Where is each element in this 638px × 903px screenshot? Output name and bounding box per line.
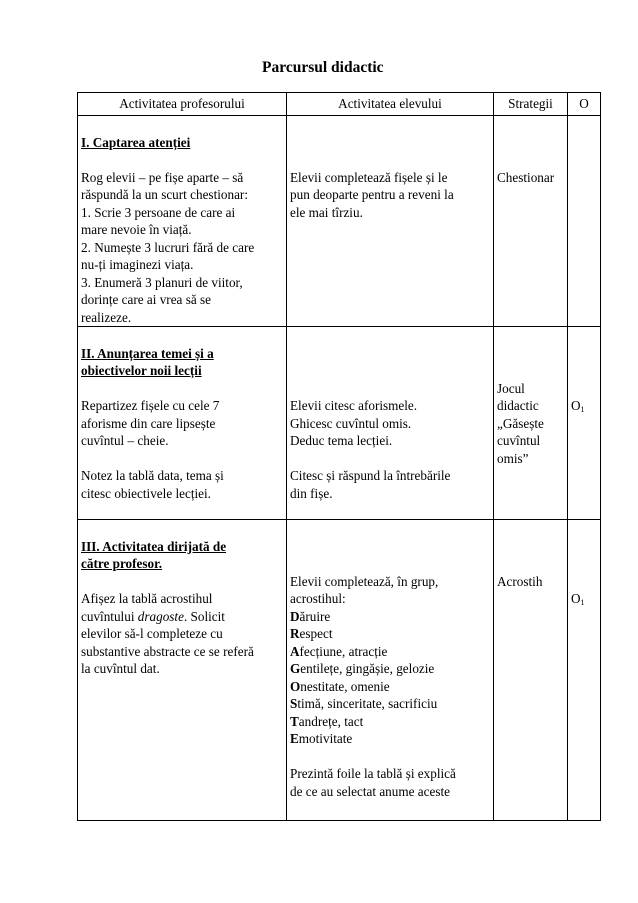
text-line: nu-ți imaginezi viața.: [81, 257, 194, 272]
acrostic-line: [290, 695, 490, 713]
text-line: Citesc și răspund la întrebările: [290, 468, 451, 483]
acrostic-letter: A: [290, 643, 300, 659]
acrostic-rest: nestitate, omenie: [300, 678, 390, 694]
text-line: Jocul: [497, 380, 525, 396]
header-strategy: Strategii: [494, 93, 568, 116]
text-line: omis”: [497, 450, 529, 466]
section-heading: II. Anunțarea temei și a: [81, 345, 214, 361]
strategy-cell: [494, 520, 568, 821]
strategy-cell: [494, 116, 568, 327]
acrostic-letter: G: [290, 661, 301, 676]
text-line: pun deoparte pentru a reveni la: [290, 187, 454, 202]
section-heading: III. Activitatea dirijată de: [81, 538, 227, 554]
table-row: [78, 520, 601, 821]
student-cell: [287, 520, 494, 821]
acrostic-line: [290, 713, 490, 731]
text-line: 1. Scrie 3 persoane de care ai: [81, 204, 236, 220]
acrostic-line: [290, 660, 490, 678]
italic-word: dragoste: [137, 608, 184, 624]
objective-label: [571, 590, 597, 612]
page-title-text: Parcursul didactic: [262, 59, 384, 76]
acrostic-letter: D: [290, 608, 300, 624]
text-line: Afișez la tablă acrostihul: [81, 591, 213, 606]
acrostic-line: [290, 730, 490, 748]
table-header-row: [78, 93, 601, 116]
acrostic-line: [290, 643, 490, 661]
header-teacher: Activitatea profesorului: [78, 93, 287, 116]
acrostic-rest: motivitate: [298, 731, 353, 746]
text-line: cuvîntul: [497, 433, 541, 448]
acrostic-letter: E: [290, 731, 299, 746]
text-line: din fișe.: [290, 485, 333, 501]
text-line: Elevii completează fișele și le: [290, 169, 448, 185]
text-line: dorințe care ai vrea să se: [81, 292, 211, 307]
section-heading: către profesor.: [81, 556, 163, 571]
text-line: „Găsește: [497, 415, 544, 431]
objective-cell: [568, 520, 601, 821]
acrostic-line: [290, 678, 490, 696]
objective-letter: O: [571, 591, 581, 606]
text-line: Acrostih: [497, 573, 543, 589]
objective-letter: O: [571, 398, 581, 413]
acrostic-letter: O: [290, 678, 301, 694]
objective-subscript: 1: [580, 405, 585, 414]
section-heading: obiectivelor noii lecții: [81, 363, 202, 378]
student-cell: [287, 116, 494, 327]
text-line: cuvîntul – cheie.: [81, 433, 169, 448]
acrostic-rest: andrețe, tact: [298, 713, 364, 729]
acrostic-letter: R: [290, 626, 300, 641]
text-fragment: . Solicit: [183, 608, 225, 624]
text-line: Ghicesc cuvîntul omis.: [290, 415, 412, 431]
acrostic-rest: timă, sinceritate, sacrificiu: [297, 696, 438, 711]
acrostic-rest: espect: [299, 626, 333, 641]
text-line: elevilor să-l completeze cu: [81, 626, 223, 641]
text-line: didactic: [497, 398, 539, 413]
text-line: răspundă la un scurt chestionar:: [81, 187, 248, 202]
text-line: Prezintă foile la tablă și explică: [290, 766, 456, 781]
table-row: [78, 116, 601, 327]
acrostic-line: [290, 625, 490, 643]
text-line: mare nevoie în viață.: [81, 222, 192, 237]
text-line: Elevii completează, în grup,: [290, 573, 439, 589]
text-line: 2. Numește 3 lucruri fără de care: [81, 239, 255, 255]
section-heading: I. Captarea atenției: [81, 134, 191, 150]
text-line: la cuvîntul dat.: [81, 661, 160, 676]
strategy-cell: [494, 327, 568, 520]
text-fragment: cuvîntului: [81, 608, 138, 624]
teacher-cell: [78, 327, 287, 520]
acrostic-rest: entilețe, gingășie, gelozie: [300, 661, 435, 676]
objective-cell: [568, 116, 601, 327]
acrostic-line: [290, 608, 490, 626]
text-line: 3. Enumeră 3 planuri de viitor,: [81, 274, 243, 290]
teacher-cell: [78, 520, 287, 821]
acrostic-letter: T: [290, 713, 299, 729]
text-line: Deduc tema lecției.: [290, 433, 393, 448]
header-student: Activitatea elevului: [287, 93, 494, 116]
student-cell: [287, 327, 494, 520]
acrostic-letter: S: [290, 696, 298, 711]
objective-label: [571, 397, 597, 419]
text-line: Chestionar: [497, 169, 555, 185]
text-line: citesc obiectivele lecției.: [81, 485, 211, 501]
teacher-cell: [78, 116, 287, 327]
objective-cell: [568, 327, 601, 520]
text-line: substantive abstracte ce se referă: [81, 643, 254, 659]
text-line: ele mai tîrziu.: [290, 204, 363, 220]
objective-subscript: 1: [580, 598, 585, 607]
acrostic-rest: fecțiune, atracție: [299, 643, 388, 659]
text-line: Repartizez fișele cu cele 7: [81, 398, 220, 413]
text-line: realizeze.: [81, 309, 132, 325]
header-objective: O: [568, 93, 601, 116]
table-row: [78, 327, 601, 520]
text-line: Rog elevii – pe fișe aparte – să: [81, 169, 244, 185]
acrostic-rest: ăruire: [299, 608, 331, 624]
text-line: de ce au selectat anume aceste: [290, 783, 450, 799]
text-line: Notez la tablă data, tema și: [81, 468, 224, 483]
text-line: acrostihul:: [290, 591, 346, 606]
didactic-table: [77, 92, 601, 821]
text-line: [81, 608, 283, 626]
text-line: aforisme din care lipsește: [81, 415, 216, 431]
text-line: Elevii citesc aforismele.: [290, 398, 418, 413]
